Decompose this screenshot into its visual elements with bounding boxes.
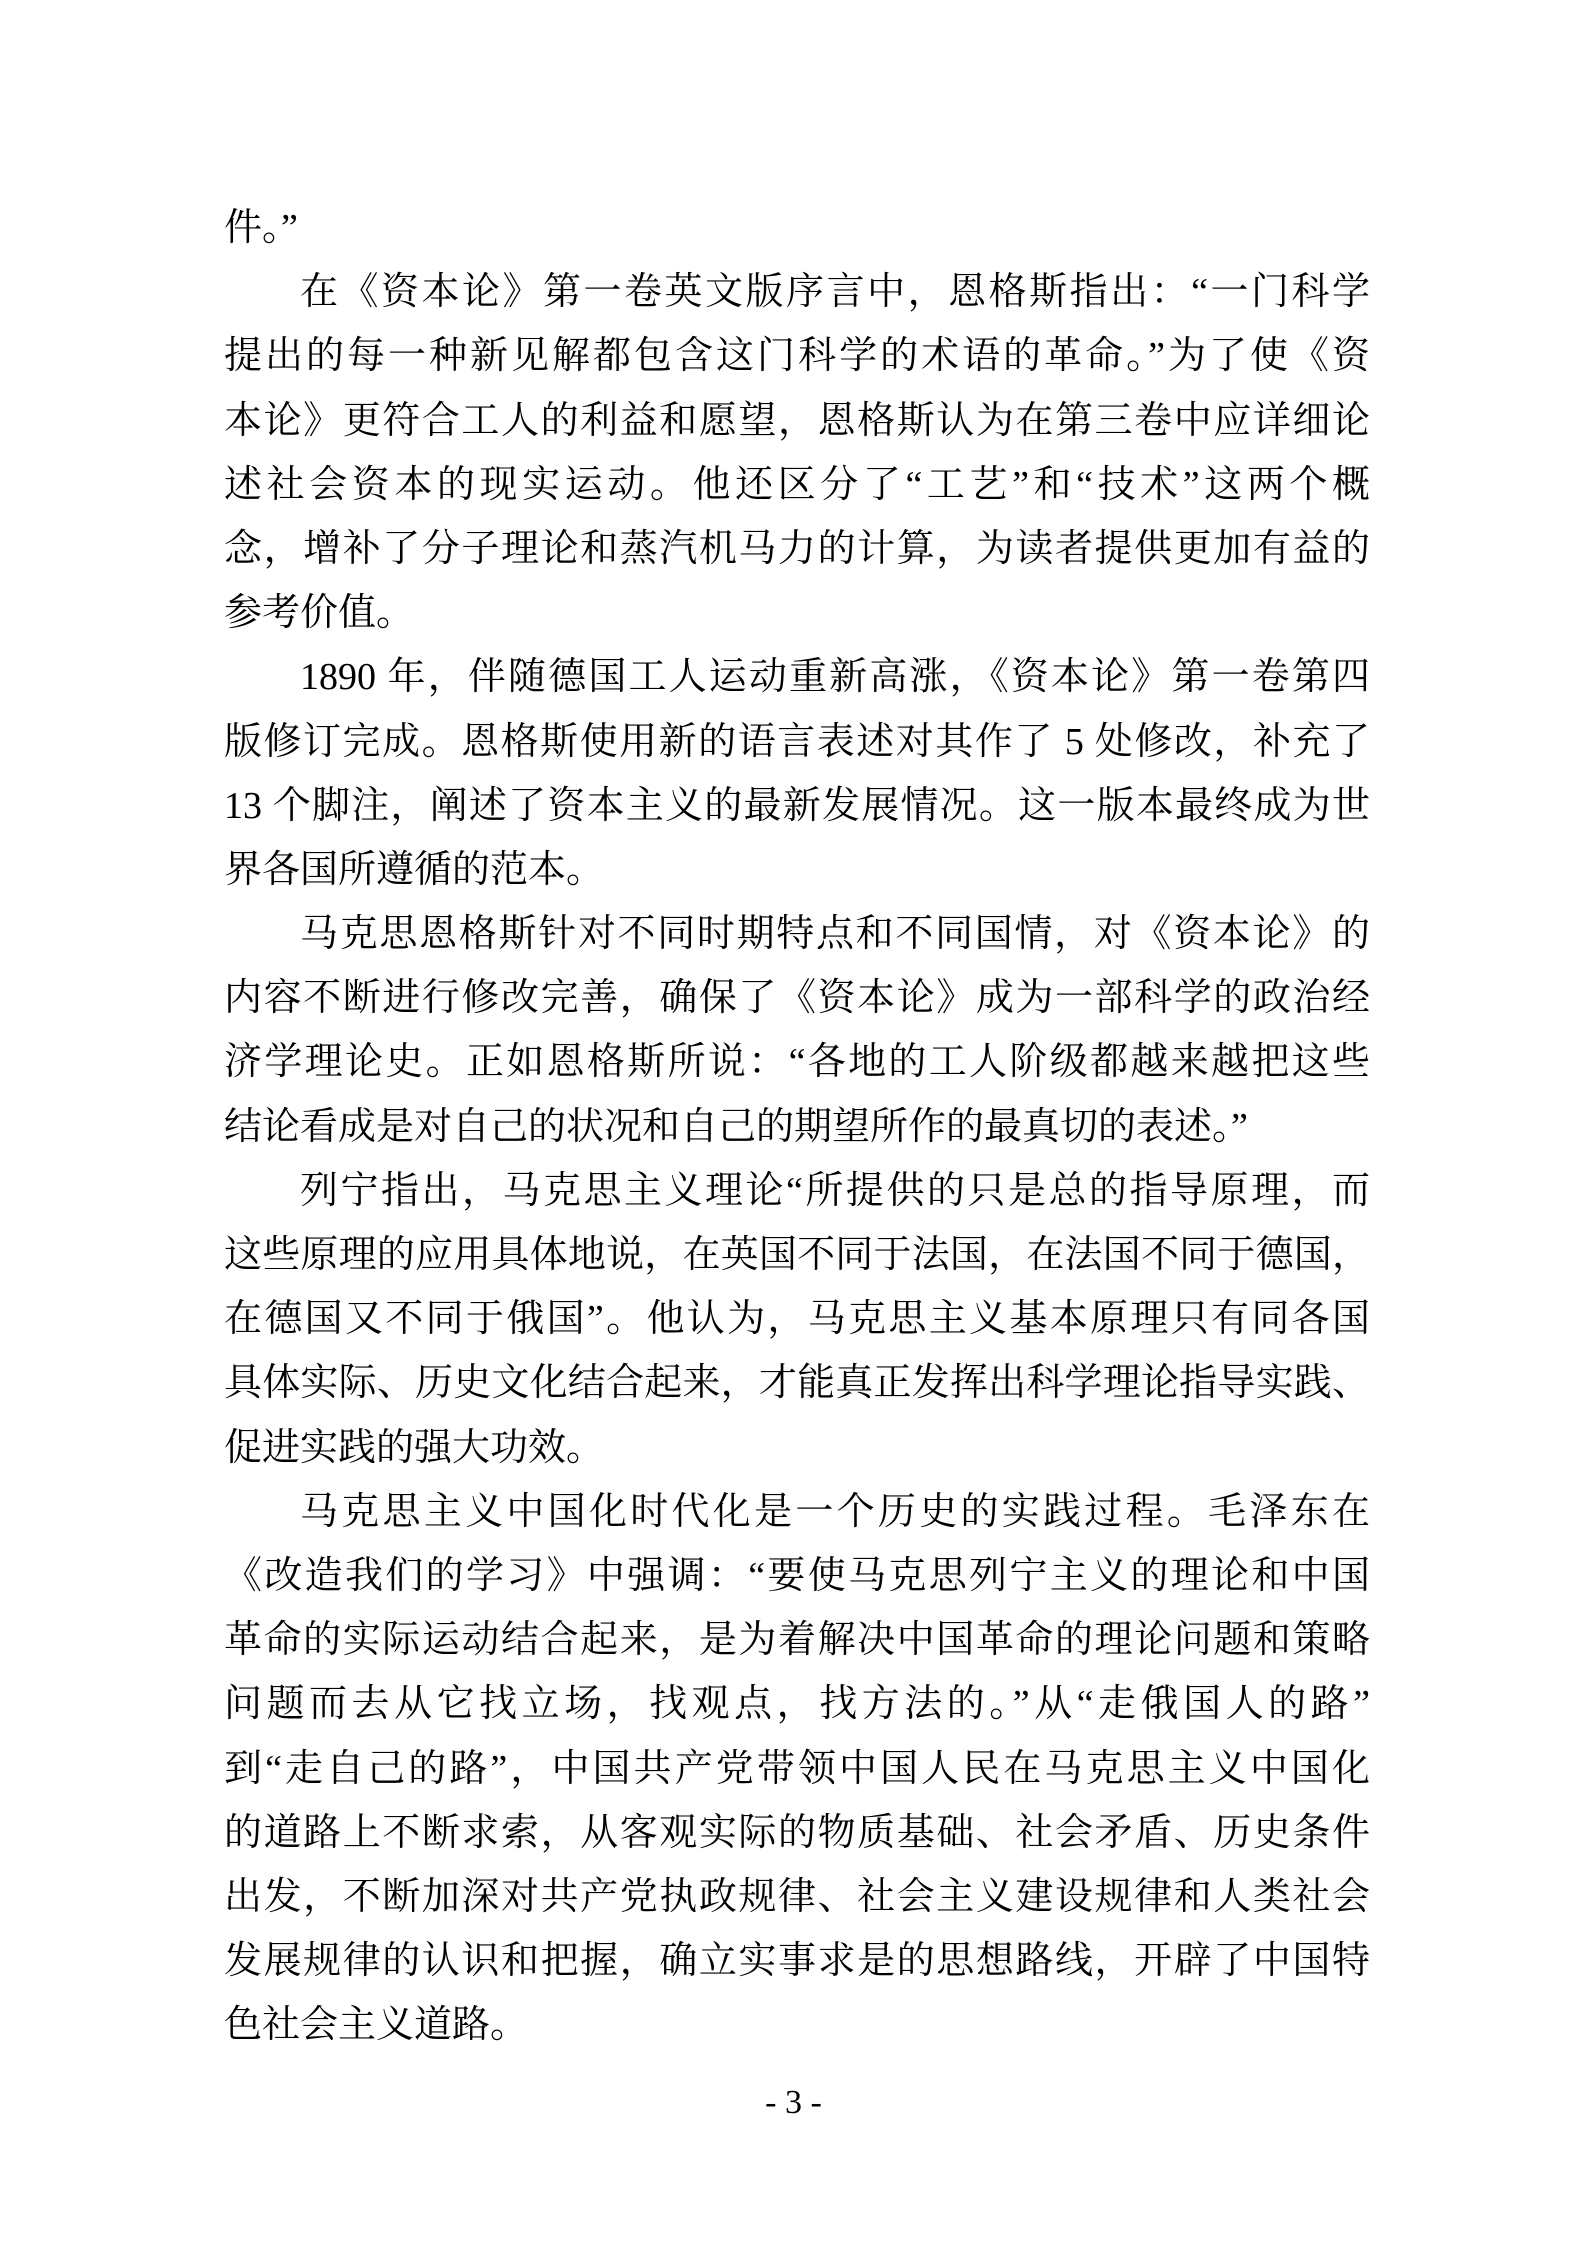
text-line: 马克思恩格斯针对不同时期特点和不同国情，对《资本论》的 (300, 913, 1370, 956)
text-line: 念，增补了分子理论和蒸汽机马力的计算，为读者提供更加有益的 (224, 527, 1370, 570)
text-line: 结论看成是对自己的状况和自己的期望所作的最真切的表述。” (224, 1105, 1248, 1148)
text-line: 界各国所遵循的范本。 (224, 848, 605, 891)
text-line: 到“走自己的路”，中国共产党带领中国人民在马克思主义中国化 (224, 1747, 1370, 1790)
text-line: 件。” (224, 207, 298, 249)
text-line: 出发，不断加深对共产党执政规律、社会主义建设规律和人类社会 (224, 1875, 1370, 1918)
text-line: 内容不断进行修改完善，确保了《资本论》成为一部科学的政治经 (224, 977, 1370, 1020)
page-footer (0, 2071, 1587, 2135)
body-text (224, 196, 1370, 2057)
text-line: 的道路上不断求索，从客观实际的物质基础、社会矛盾、历史条件 (224, 1811, 1370, 1854)
text-line: 1890 年，伴随德国工人运动重新高涨，《资本论》第一卷第四 (300, 656, 1370, 699)
text-line: 13 个脚注，阐述了资本主义的最新发展情况。这一版本最终成为世 (224, 784, 1370, 827)
text-line: 促进实践的强大功效。 (224, 1426, 605, 1469)
text-line: 列宁指出，马克思主义理论“所提供的只是总的指导原理，而 (300, 1169, 1370, 1212)
text-line: 具体实际、历史文化结合起来，才能真正发挥出科学理论指导实践、 (224, 1362, 1370, 1405)
text-line: 马克思主义中国化时代化是一个历史的实践过程。毛泽东在 (300, 1490, 1370, 1533)
text-line: 色社会主义道路。 (224, 2004, 529, 2047)
text-line: 述社会资本的现实运动。他还区分了“工艺”和“技术”这两个概 (224, 463, 1370, 506)
page-number: - 3 - (765, 2084, 822, 2121)
text-line: 版修订完成。恩格斯使用新的语言表述对其作了 5 处修改，补充了 (224, 720, 1370, 763)
text-line: 发展规律的认识和把握，确立实事求是的思想路线，开辟了中国特 (224, 1940, 1370, 1983)
text-line: 提出的每一种新见解都包含这门科学的术语的革命。”为了使《资 (224, 335, 1370, 378)
text-line: 革命的实际运动结合起来，是为着解决中国革命的理论问题和策略 (224, 1619, 1370, 1662)
text-line: 这些原理的应用具体地说，在英国不同于法国，在法国不同于德国， (224, 1234, 1370, 1276)
text-line: 参考价值。 (224, 592, 415, 635)
text-line: 济学理论史。正如恩格斯所说：“各地的工人阶级都越来越把这些 (224, 1041, 1370, 1084)
text-line: 在德国又不同于俄国”。他认为，马克思主义基本原理只有同各国 (224, 1298, 1370, 1341)
text-line: 在《资本论》第一卷英文版序言中，恩格斯指出：“一门科学 (300, 271, 1370, 314)
text-line: 《改造我们的学习》中强调：“要使马克思列宁主义的理论和中国 (224, 1554, 1370, 1597)
text-line: 问题而去从它找立场，找观点，找方法的。”从“走俄国人的路” (224, 1683, 1370, 1726)
text-line: 本论》更符合工人的利益和愿望，恩格斯认为在第三卷中应详细论 (224, 399, 1370, 442)
